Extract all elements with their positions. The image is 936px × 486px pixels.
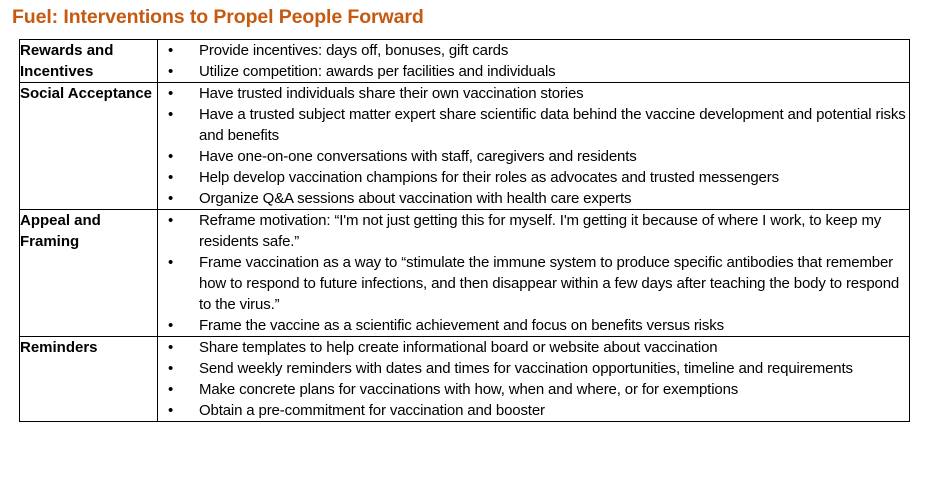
- bullet-list: [158, 40, 909, 82]
- category-cell: Appeal and Framing: [20, 210, 158, 337]
- list-item: • Help develop vaccination champions for their roles as advocates and trusted messengers: [158, 167, 909, 188]
- list-item: • Organize Q&A sessions about vaccination with health care experts: [158, 188, 909, 209]
- list-item: • Have trusted individuals share their own vaccination stories: [158, 83, 909, 104]
- category-cell: Reminders: [20, 337, 158, 422]
- list-item: • Frame vaccination as a way to “stimulate the immune system to produce specific antibodies that remember how to respond to future infections, and then disappear within a few days after teaching the body to respond to the virus.”: [158, 252, 909, 315]
- table-row-social-acceptance: [20, 83, 910, 210]
- table-row-rewards-and-incentives: [20, 40, 910, 83]
- list-item: • Have one-on-one conversations with staff, caregivers and residents: [158, 146, 909, 167]
- list-item: • Have a trusted subject matter expert share scientific data behind the vaccine development and potential risks and benefits: [158, 104, 909, 146]
- table-row-appeal-and-framing: [20, 210, 910, 337]
- bullet-list: [158, 337, 909, 421]
- list-item: • Send weekly reminders with dates and times for vaccination opportunities, timeline and requirements: [158, 358, 909, 379]
- items-cell: [158, 337, 910, 422]
- category-cell: Social Acceptance: [20, 83, 158, 210]
- list-item: • Utilize competition: awards per facilities and individuals: [158, 61, 909, 82]
- bullet-list: [158, 83, 909, 209]
- list-item: • Make concrete plans for vaccinations with how, when and where, or for exemptions: [158, 379, 909, 400]
- list-item: • Frame the vaccine as a scientific achievement and focus on benefits versus risks: [158, 315, 909, 336]
- list-item: • Provide incentives: days off, bonuses, gift cards: [158, 40, 909, 61]
- bullet-list: [158, 210, 909, 336]
- list-item: • Obtain a pre-commitment for vaccination and booster: [158, 400, 909, 421]
- items-cell: [158, 210, 910, 337]
- table-row-reminders: [20, 337, 910, 422]
- list-item: • Reframe motivation: “I'm not just getting this for myself. I'm getting it because of where I work, to keep my residents safe.”: [158, 210, 909, 252]
- items-cell: [158, 40, 910, 83]
- category-cell: Rewards and Incentives: [20, 40, 158, 83]
- list-item: • Share templates to help create informational board or website about vaccination: [158, 337, 909, 358]
- page-title: Fuel: Interventions to Propel People Forward: [12, 6, 424, 28]
- interventions-table: [19, 39, 910, 422]
- items-cell: [158, 83, 910, 210]
